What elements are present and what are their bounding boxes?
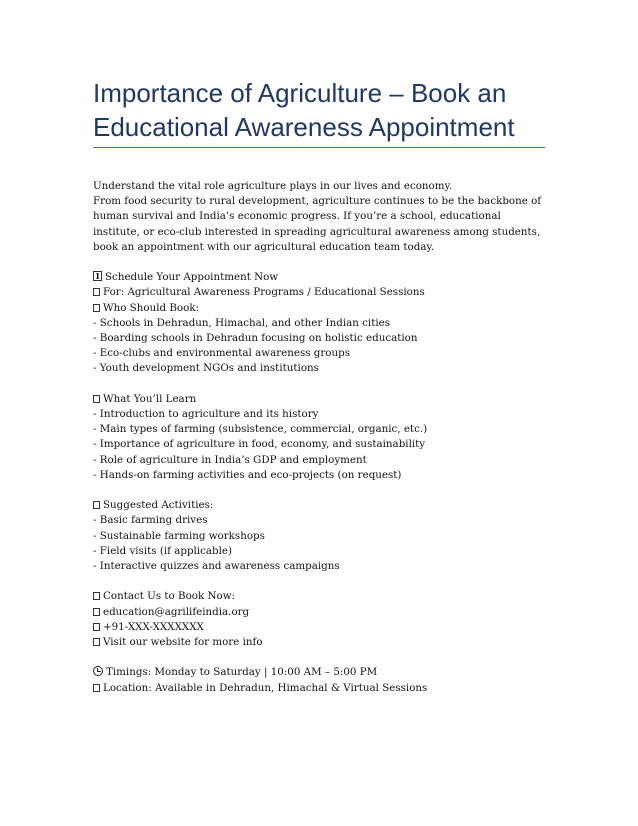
learn-heading-line [93,392,545,407]
list-item: - Introduction to agriculture and its history [93,408,319,421]
spacer [93,483,545,498]
list-item: - Eco-clubs and environmental awareness groups [93,347,351,360]
spacer [93,650,545,665]
list-item: - Basic farming drives [93,514,208,527]
contact-heading: Contact Us to Book Now: [103,590,235,603]
learn-heading: What You’ll Learn [103,392,197,405]
contact-email-line [93,605,545,620]
contact-website-line [93,635,545,650]
timings-text: Timings: Monday to Saturday | 10:00 AM – 5:00 PM [106,666,378,679]
activities-heading-line [93,498,545,513]
activities-heading: Suggested Activities: [103,499,214,512]
contact-website: Visit our website for more info [103,636,263,649]
contact-heading-line [93,589,545,604]
for-text: For: Agricultural Awareness Programs / Educational Sessions [103,286,425,299]
missing-glyph-icon [93,395,100,403]
contact-email[interactable]: education@agrilifeindia.org [103,605,250,618]
list-item: - Schools in Dehradun, Himachal, and other Indian cities [93,316,391,329]
missing-glyph-icon [93,592,100,600]
missing-glyph-icon [93,501,100,509]
list-item: - Importance of agriculture in food, economy, and sustainability [93,438,426,451]
who-heading-line [93,301,545,316]
location-text: Location: Available in Dehradun, Himachal & Virtual Sessions [103,681,428,694]
spacer [93,377,545,392]
who-heading: Who Should Book: [103,301,200,314]
contact-phone-line [93,620,545,635]
missing-glyph-icon [93,684,100,692]
document-body [93,179,545,696]
document-page [93,76,545,696]
clock-icon [93,666,103,676]
list-item: - Sustainable farming workshops [93,529,265,542]
list-item: - Youth development NGOs and institutions [93,362,319,375]
missing-glyph-icon [93,288,100,296]
list-item: - Field visits (if applicable) [93,544,233,557]
for-line [93,285,545,300]
document-title: Importance of Agriculture – Book an Educational Awareness Appointment [93,76,545,148]
intro-lead: Understand the vital role agriculture plays in our lives and economy. [93,180,453,192]
spacer [93,574,545,589]
keycap-one-icon: 1 [94,271,101,282]
schedule-heading: Schedule Your Appointment Now [105,271,279,284]
intro-paragraph: From food security to rural development, agriculture continues to be the backbone of human survival and India’s economic progress. If you’re a school, educational institute, or eco-club interested in spreading agricultural awareness among students, book an appointment with our agricultural education team today. [93,195,542,253]
missing-glyph-icon [93,638,100,646]
list-item: - Main types of farming (subsistence, commercial, organic, etc.) [93,423,428,436]
missing-glyph-icon [93,608,100,616]
contact-phone: +91-XXX-XXXXXXX [103,620,204,633]
missing-glyph-icon [93,623,100,631]
timings-line [93,665,545,680]
list-item: - Interactive quizzes and awareness campaigns [93,560,340,573]
location-line [93,681,545,696]
spacer [93,255,545,270]
missing-glyph-icon [93,304,100,312]
schedule-heading-line [93,270,545,285]
list-item: - Hands-on farming activities and eco-projects (on request) [93,468,402,481]
list-item: - Boarding schools in Dehradun focusing on holistic education [93,332,418,345]
list-item: - Role of agriculture in India’s GDP and employment [93,453,367,466]
